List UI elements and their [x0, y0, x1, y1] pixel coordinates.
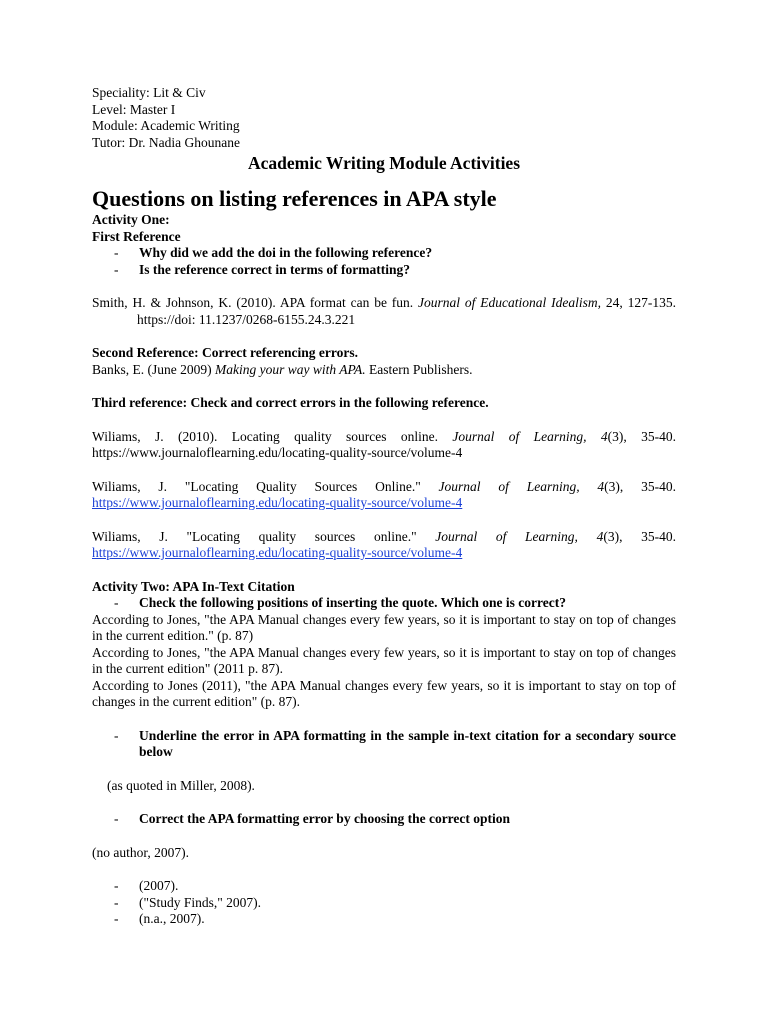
third-reference-heading: Third reference: Check and correct errors in the following reference. [92, 395, 489, 410]
bullet-dash: - [114, 245, 119, 260]
bullet-dash: - [114, 894, 119, 910]
reference-authors: Wiliams, J. (2010). Locating quality sources online. [92, 428, 453, 444]
citation-option: According to Jones, "the APA Manual changes every few years, so it is important to stay on top of changes in the current edition." (p. 87) [92, 611, 676, 643]
choice-bullet [92, 895, 676, 912]
bullet-dash: - [114, 727, 119, 743]
question-bullet [92, 245, 676, 262]
question-bullet [92, 262, 676, 279]
activity-one-heading: Activity One: [92, 212, 170, 227]
second-reference-heading: Second Reference: Correct referencing errors. [92, 345, 359, 360]
reference-journal: Journal of Educational Idealism, [418, 295, 602, 310]
meta-speciality: Speciality: Lit & Civ [92, 85, 206, 100]
reference-rest: (3), 35-40. [607, 428, 676, 444]
bullet-dash: - [114, 911, 119, 926]
question-text: Check the following positions of inserting the quote. Which one is correct? [139, 595, 566, 610]
reference-banks [92, 362, 676, 379]
reference-authors: Wiliams, J. "Locating Quality Sources Online." [92, 478, 439, 494]
reference-rest: Eastern Publishers. [365, 361, 473, 377]
reference-williams-2 [92, 479, 676, 512]
sample-no-author-citation: (no author, 2007). [92, 844, 189, 860]
meta-module: Module: Academic Writing [92, 118, 240, 133]
reference-rest: (3), 35-40. [603, 528, 676, 544]
reference-journal: Journal of Learning, 4 [435, 528, 604, 544]
reference-authors: Banks, E. (June 2009) [92, 361, 215, 377]
reference-url-link[interactable]: https://www.journaloflearning.edu/locating-quality-source/volume-4 [92, 495, 463, 510]
question-bullet [92, 595, 676, 612]
question-text: Underline the error in APA formatting in the sample in-text citation for a secondary source below [139, 727, 676, 759]
reference-authors: Wiliams, J. "Locating quality sources online." [92, 528, 436, 544]
reference-url-text: https://www.journaloflearning.edu/locating-quality-source/volume-4 [92, 445, 463, 460]
reference-rest: (3), 35-40. [604, 478, 676, 494]
first-reference-heading: First Reference [92, 228, 181, 244]
question-bullet [92, 811, 676, 828]
citation-option: According to Jones (2011), "the APA Manual changes every few years, so it is important to stay on top of changes in the current edition" (p. 87). [92, 677, 676, 709]
question-bullet [92, 728, 676, 761]
reference-williams-3 [92, 529, 676, 562]
document-title: Academic Writing Module Activities [247, 153, 521, 173]
activity-two-heading: Activity Two: APA In-Text Citation [92, 578, 295, 594]
reference-journal: Journal of Learning, 4 [438, 478, 605, 494]
meta-tutor: Tutor: Dr. Nadia Ghounane [92, 134, 240, 150]
choice-bullet [92, 878, 676, 895]
section-title: Questions on listing references in APA style [92, 186, 497, 211]
choice-text: (2007). [139, 878, 179, 893]
bullet-dash: - [114, 261, 119, 277]
choice-text: (n.a., 2007). [139, 911, 205, 926]
citation-option: According to Jones, "the APA Manual changes every few years, so it is important to stay on top of changes in the current edition" (2011 p. 87). [92, 644, 676, 676]
bullet-dash: - [114, 811, 119, 826]
reference-url-link[interactable]: https://www.journaloflearning.edu/locating-quality-source/volume-4 [92, 545, 463, 560]
reference-smith [92, 295, 676, 328]
reference-journal: Journal of Learning, 4 [452, 428, 608, 444]
choice-text: ("Study Finds," 2007). [139, 894, 262, 910]
reference-williams-1 [92, 429, 676, 462]
reference-rest: 24, 127-135. https://doi: 11.1237/0268-6155.24.3.221 [137, 295, 676, 327]
document-content [92, 85, 676, 928]
meta-level: Level: Master I [92, 101, 176, 117]
reference-title: Making your way with APA. [214, 361, 366, 377]
question-text: Correct the APA formatting error by choosing the correct option [139, 811, 511, 826]
sample-secondary-citation: (as quoted in Miller, 2008). [107, 777, 255, 793]
choice-bullet [92, 911, 676, 928]
reference-authors: Smith, H. & Johnson, K. (2010). APA format can be fun. [92, 295, 419, 310]
bullet-dash: - [114, 878, 119, 893]
bullet-dash: - [114, 595, 119, 610]
question-text: Is the reference correct in terms of formatting? [139, 261, 411, 277]
meta-block [92, 85, 676, 151]
question-text: Why did we add the doi in the following reference? [139, 245, 433, 260]
